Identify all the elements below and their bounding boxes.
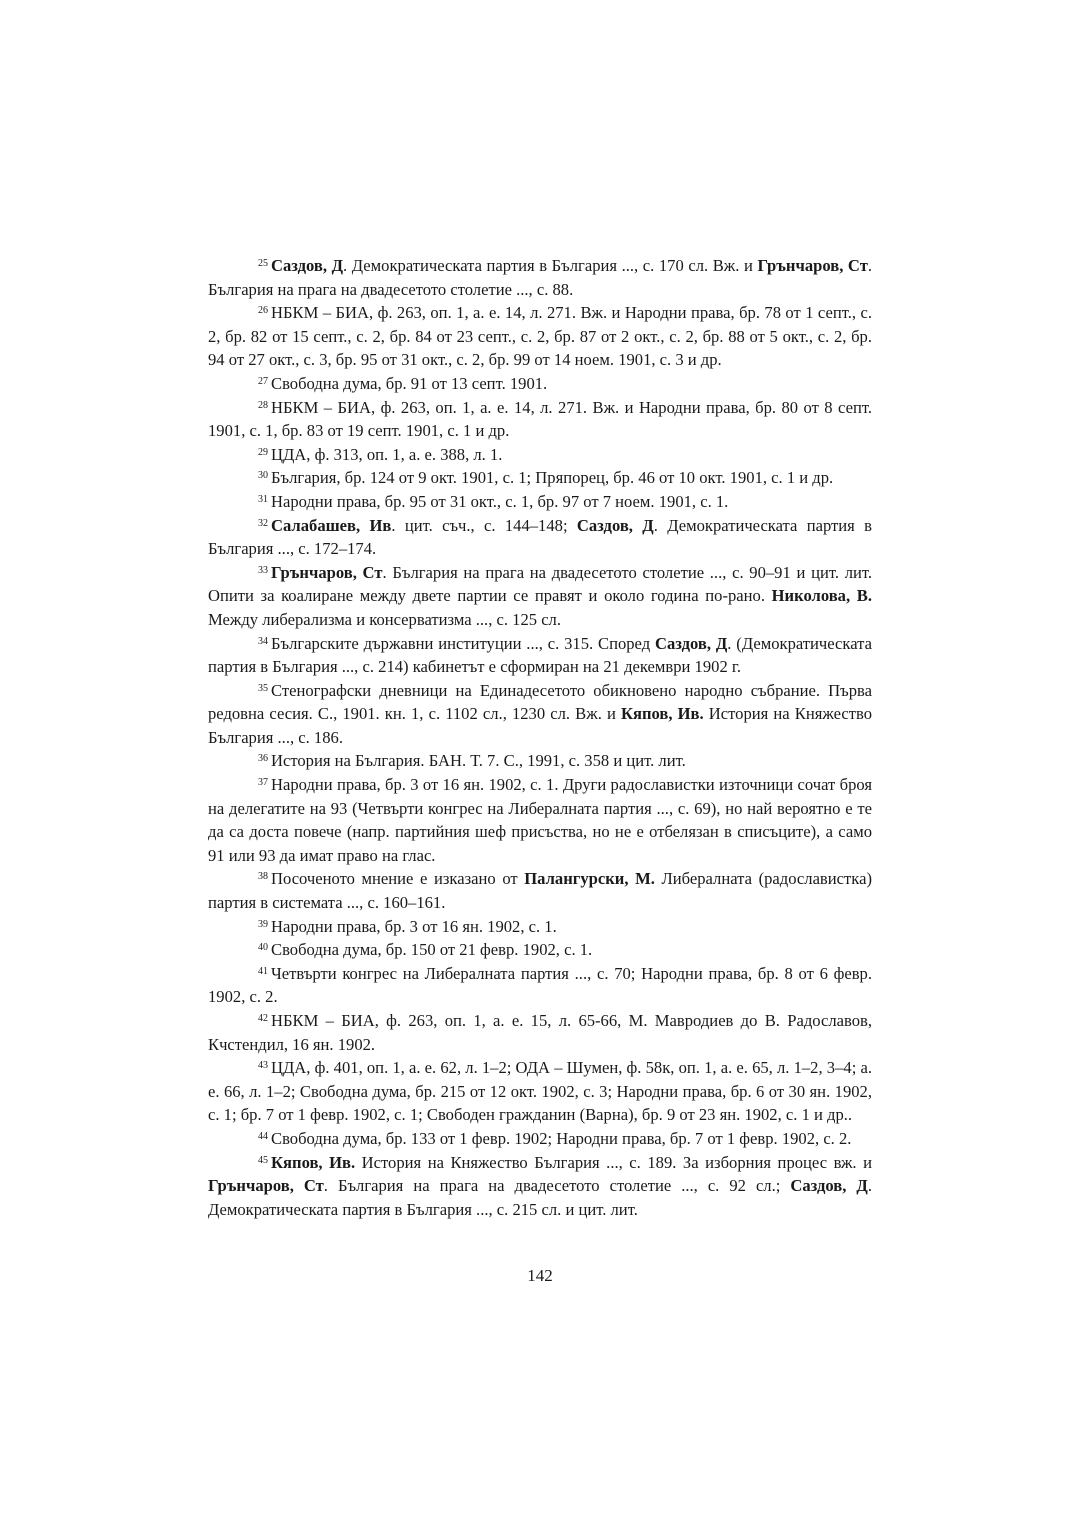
footnote-29	[208, 443, 872, 467]
footnote-27	[208, 372, 872, 396]
page-number: 142	[527, 1266, 553, 1285]
author-name: Саздов, Д	[271, 256, 344, 275]
footnote-25	[208, 254, 872, 301]
footnote-number: 32	[258, 517, 268, 529]
footnote-44	[208, 1127, 872, 1151]
footnote-number: 41	[258, 965, 268, 977]
footnote-number: 30	[258, 470, 268, 482]
footnote-number: 42	[258, 1013, 268, 1024]
footnote-text: Четвърти конгрес на Либералната партия ..., с. 70; Народни права, бр. 8 от 6 февр. 1902, с. 2.	[208, 963, 872, 1007]
footnote-text: България, бр. 124 от 9 окт. 1901, с. 1; Пряпорец, бр. 46 от 10 окт. 1901, с. 1 и др.	[271, 468, 834, 488]
footnote-number: 26	[258, 305, 268, 317]
footnote-43	[208, 1056, 872, 1127]
footnote-number: 40	[258, 942, 268, 954]
footnote-42	[208, 1009, 872, 1056]
footnote-number: 35	[258, 682, 268, 694]
author-name: Саздов, Д	[576, 515, 654, 535]
footnote-45	[208, 1151, 872, 1222]
footnote-text: Стенографски дневници на Единадесетото обикновено народно събрание. Първа редовна сесия. С., 1901. кн. 1, с. 1102 сл., 1230 сл. Вж. и	[208, 680, 872, 724]
footnote-text: . Демократическата партия в България ..., с. 215 сл. и цит. лит.	[208, 1176, 872, 1219]
author-name: Салабашев, Ив	[271, 515, 392, 535]
footnote-number: 38	[258, 871, 268, 883]
footnote-text: . България на прага на двадесетото столетие ..., с. 88.	[208, 256, 872, 299]
footnote-number: 31	[258, 493, 268, 505]
footnote-30	[208, 466, 872, 490]
footnote-number: 39	[258, 918, 268, 930]
footnote-text: Народни права, бр. 3 от 16 ян. 1902, с. 1.	[271, 916, 557, 936]
footnote-number: 27	[258, 375, 268, 387]
footnote-text: История на България. БАН. Т. 7. С., 1991, с. 358 и цит. лит.	[271, 751, 686, 771]
footnote-text: Българските държавни институции ..., с. 315. Според	[271, 633, 655, 653]
footnote-39	[208, 915, 872, 939]
footnotes-block	[208, 254, 872, 1221]
author-name: Кяпов, Ив.	[620, 704, 704, 724]
footnote-34	[208, 632, 872, 679]
footnote-number: 33	[258, 564, 268, 576]
footnote-33	[208, 561, 872, 632]
footnote-36	[208, 749, 872, 773]
footnote-text: Посоченото мнение е изказано от	[271, 869, 525, 889]
author-name: Палангурски, М.	[524, 869, 655, 889]
footnote-text: Свободна дума, бр. 91 от 13 септ. 1901.	[271, 373, 548, 393]
footnote-text: НБКМ – БИА, ф. 263, оп. 1, а. е. 14, л. 271. Вж. и Народни права, бр. 78 от 1 септ., с. 2, бр. 82 от 15 септ., с. 2, бр. 84 от 23 септ., с. 2, бр. 87 от 2 окт., с. 2, бр. 88 от 5 окт., с. 2, бр. 94 от 27 окт., с. 3, бр. 95 от 31 окт., с. 2, бр. 99 от 14 ноем. 1901, с. 3 и др.	[208, 303, 872, 370]
footnote-number: 29	[258, 446, 268, 458]
footnote-number: 45	[258, 1154, 268, 1166]
footnote-text: ЦДА, ф. 313, оп. 1, а. е. 388, л. 1.	[271, 444, 503, 464]
footnote-text: История на Княжество България ..., с. 186.	[208, 704, 872, 747]
footnote-text: . (Демократическата партия в България ..., с. 214) кабинетът е сформиран на 21 декември 1902 г.	[208, 633, 872, 677]
footnote-text: НБКМ – БИА, ф. 263, оп. 1, а. е. 14, л. 271. Вж. и Народни права, бр. 80 от 8 септ. 1901, с. 1, бр. 83 от 19 септ. 1901, с. 1 и др.	[208, 397, 872, 441]
footnote-text: История на Княжество България ..., с. 189. За изборния процес вж. и	[355, 1152, 872, 1172]
author-name: Кяпов, Ив.	[271, 1152, 356, 1172]
footnote-number: 25	[258, 258, 268, 269]
footnote-number: 28	[258, 399, 268, 411]
footnote-35	[208, 679, 872, 750]
author-name: Грънчаров, Ст	[208, 1176, 324, 1196]
footnote-28	[208, 396, 872, 443]
footnote-text: НБКМ – БИА, ф. 263, оп. 1, а. е. 15, л. 65-66, М. Мавродиев до В. Радославов, Кчстендил, 16 ян. 1902.	[208, 1011, 872, 1054]
footnote-text: Между либерализма и консерватизма ..., с. 125 сл.	[208, 609, 561, 629]
footnote-41	[208, 962, 872, 1009]
footnote-text: ЦДА, ф. 401, оп. 1, а. е. 62, л. 1–2; ОДА – Шумен, ф. 58к, оп. 1, а. е. 65, л. 1–2, 3–4; а. е. 66, л. 1–2; Свободна дума, бр. 215 от 12 окт. 1902, с. 3; Народни права, бр. 6 от 30 ян. 1902, с. 1; бр. 7 от 1 февр. 1902, с. 1; Свободен гражданин (Варна), бр. 9 от 23 ян. 1902, с. 1 и др..	[208, 1058, 872, 1125]
footnote-40	[208, 938, 872, 962]
footnote-31	[208, 490, 872, 514]
footnote-text: . цит. съч., с. 144–148;	[391, 515, 577, 535]
footnote-number: 44	[258, 1130, 268, 1142]
footnote-text: Народни права, бр. 3 от 16 ян. 1902, с. 1. Други радославистки източници сочат броя на делегатите на 93 (Четвърти конгрес на Либералната партия ..., с. 69), но най вероятно е те да са доста повече (напр. партийния шеф присъства, но не е отбелязан в списъците), а само 91 или 93 да имат право на глас.	[208, 775, 872, 865]
footnote-text: Свободна дума, бр. 133 от 1 февр. 1902; Народни права, бр. 7 от 1 февр. 1902, с. 2.	[271, 1128, 852, 1148]
footnote-number: 36	[258, 753, 268, 765]
author-name: Саздов, Д	[654, 633, 728, 653]
footnote-text: Народни права, бр. 95 от 31 окт., с. 1, бр. 97 от 7 ноем. 1901, с. 1.	[271, 491, 729, 511]
author-name: Грънчаров, Ст	[757, 256, 868, 275]
footnote-32	[208, 514, 872, 561]
footnote-26	[208, 301, 872, 372]
footnote-text: . Демократическата партия в България ..., с. 170 сл. Вж. и	[343, 256, 758, 275]
author-name: Саздов, Д	[790, 1176, 868, 1196]
footnote-37	[208, 773, 872, 867]
author-name: Николова, В.	[771, 586, 872, 606]
footnote-text: . България на прага на двадесетото столетие ..., с. 90–91 и цит. лит. Опити за коалиране между двете партии се правят и около година по-рано.	[208, 562, 873, 606]
footnote-text: Свободна дума, бр. 150 от 21 февр. 1902, с. 1.	[271, 940, 593, 960]
author-name: Грънчаров, Ст	[271, 562, 383, 582]
footnote-text: . България на прага на двадесетото столетие ..., с. 92 сл.;	[323, 1176, 791, 1196]
footnote-text: . Демократическата партия в България ..., с. 172–174.	[208, 515, 872, 559]
footnote-number: 43	[258, 1060, 268, 1072]
footnote-number: 37	[258, 777, 268, 789]
footnote-number: 34	[258, 635, 268, 647]
footnote-text: Либералната (радославистка) партия в системата ..., с. 160–161.	[208, 869, 872, 913]
footnote-38	[208, 867, 872, 914]
